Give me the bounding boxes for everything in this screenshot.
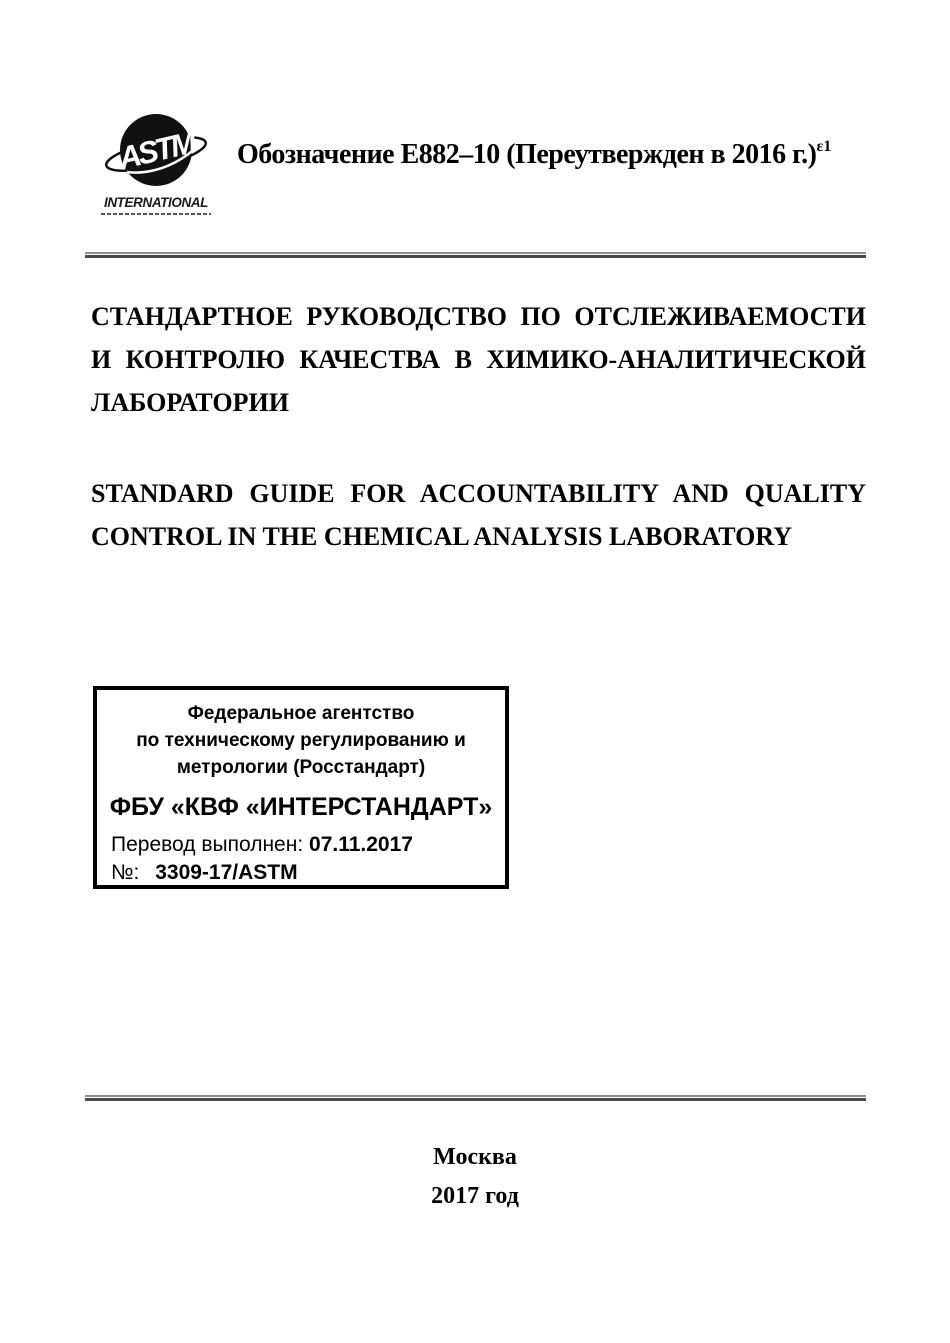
astm-logo-international: INTERNATIONAL bbox=[103, 195, 209, 210]
bottom-rule-dark-line bbox=[85, 1098, 866, 1101]
document-number-value: 3309-17/ASTM bbox=[155, 861, 298, 884]
translation-date-label: Перевод выполнен: bbox=[111, 833, 304, 856]
title-english-line-2: CONTROL IN THE CHEMICAL ANALYSIS LABORATORY bbox=[91, 522, 793, 551]
document-number-row bbox=[111, 859, 495, 887]
title-russian bbox=[91, 295, 866, 424]
title-russian-line-3: ЛАБОРАТОРИИ bbox=[91, 388, 289, 417]
translation-date-row bbox=[111, 831, 495, 859]
title-english-line-1: STANDARD GUIDE FOR ACCOUNTABILITY AND QUALITY bbox=[91, 479, 866, 508]
astm-logo-tagline-rule bbox=[101, 213, 211, 215]
top-rule-dark-line bbox=[85, 255, 866, 258]
title-russian-line-2: И КОНТРОЛЮ КАЧЕСТВА В ХИМИКО-АНАЛИТИЧЕСКОЙ bbox=[91, 345, 866, 374]
designation-superscript: ε1 bbox=[816, 138, 832, 155]
agency-name-line-1: Федеральное агентство bbox=[187, 703, 415, 724]
agency-name-line-2: по техническому регулированию и bbox=[136, 730, 466, 751]
title-russian-line-1: СТАНДАРТНОЕ РУКОВОДСТВО ПО ОТСЛЕЖИВАЕМОСТИ bbox=[91, 302, 866, 331]
designation-text: Обозначение Е882–10 (Переутвержден в 2016 г.) bbox=[237, 139, 817, 170]
designation-heading bbox=[237, 138, 831, 171]
astm-logo bbox=[101, 110, 211, 215]
city-label: Москва bbox=[433, 1144, 517, 1170]
agency-name bbox=[107, 700, 495, 781]
title-english bbox=[91, 472, 866, 558]
agency-name-line-3: метрологии (Росстандарт) bbox=[176, 757, 426, 778]
agency-box bbox=[93, 686, 509, 889]
astm-logo-acronym: ASTM bbox=[115, 124, 197, 177]
translation-date-value: 07.11.2017 bbox=[309, 833, 413, 856]
astm-globe-icon bbox=[103, 110, 209, 194]
bottom-rule bbox=[85, 1095, 866, 1101]
document-number-label: №: bbox=[111, 861, 140, 884]
year-label: 2017 год bbox=[431, 1183, 519, 1209]
top-rule bbox=[85, 252, 866, 258]
organization-name: ФБУ «КВФ «ИНТЕРСТАНДАРТ» bbox=[109, 793, 493, 821]
